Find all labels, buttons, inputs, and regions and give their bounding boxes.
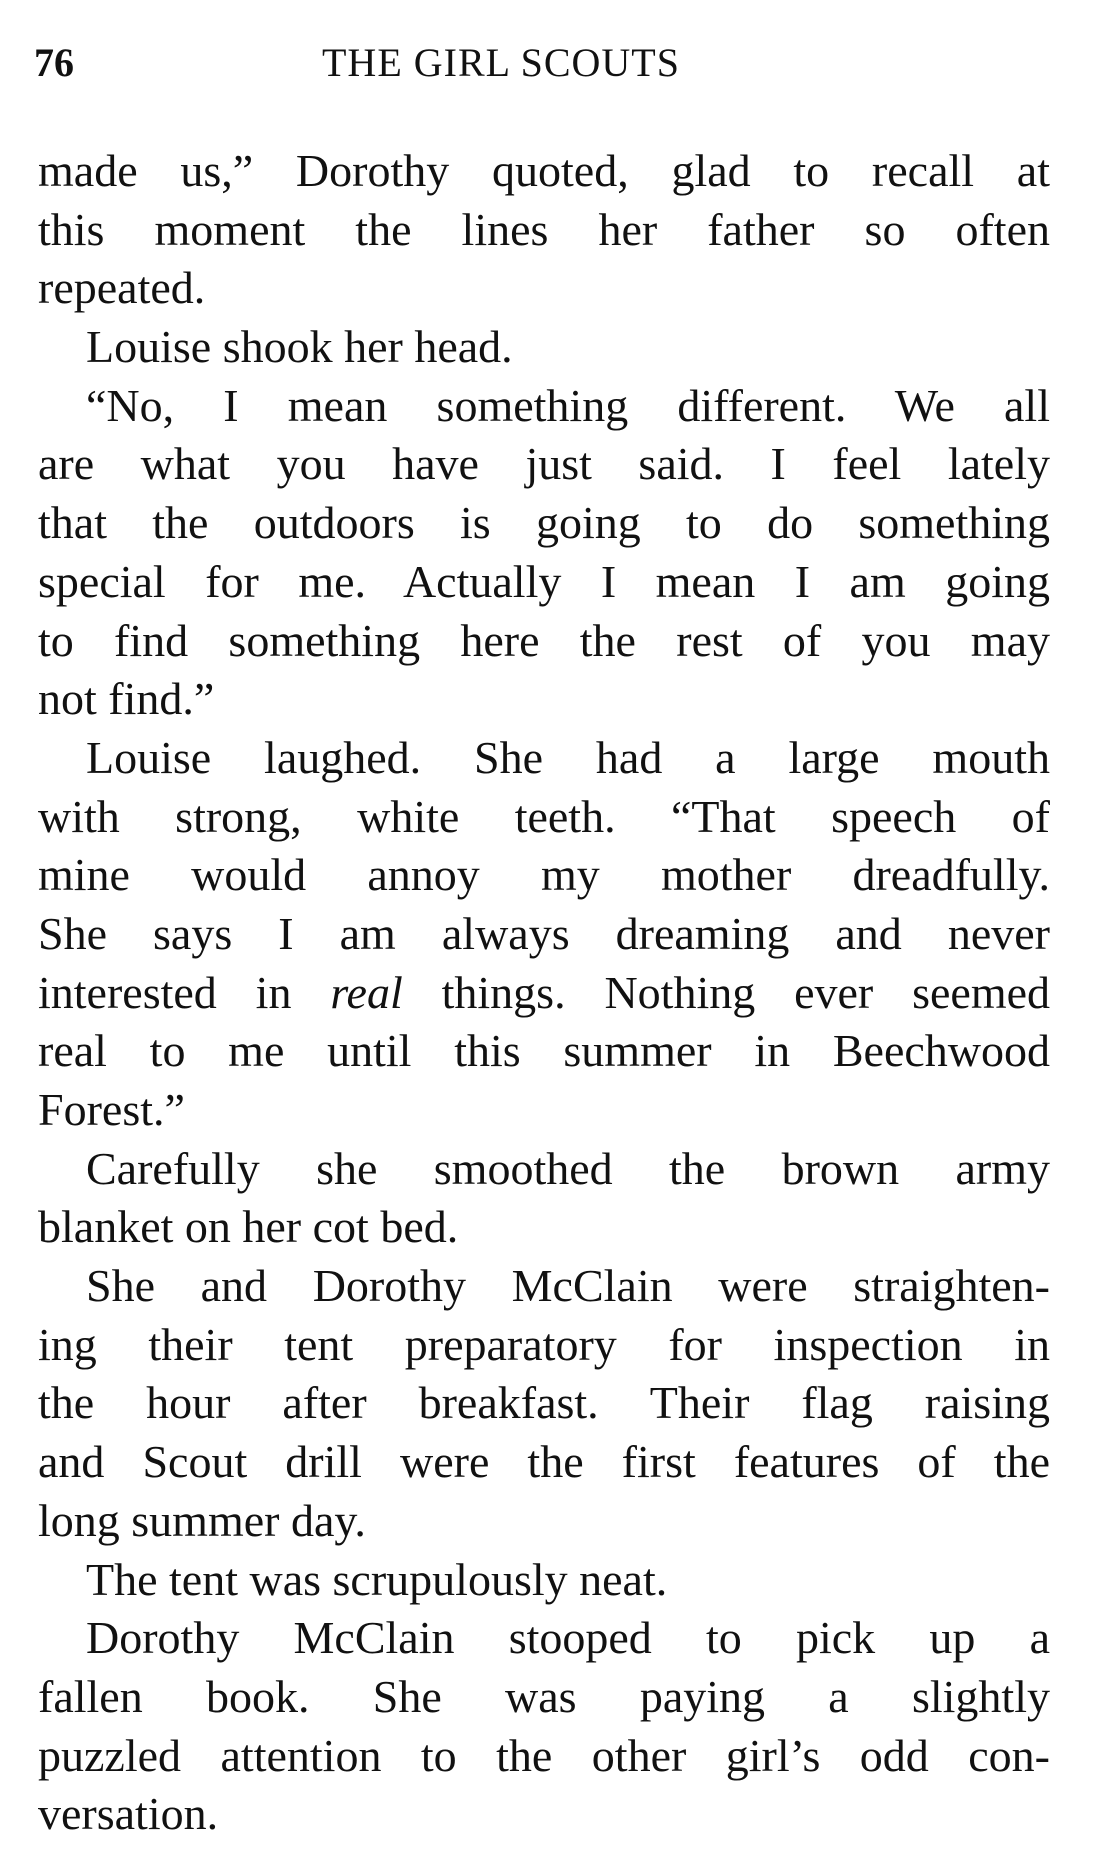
- page-number: 76: [34, 40, 74, 85]
- text-line: not find.”: [38, 673, 215, 725]
- paragraph-first-line: She and Dorothy McClain were straighten-: [86, 1260, 1050, 1312]
- paragraph-first-line: The tent was scrupulously neat.: [86, 1553, 668, 1605]
- text-line: with strong, white teeth. “That speech of: [38, 790, 1050, 842]
- text-line: ing their tent preparatory for inspection in: [38, 1318, 1050, 1370]
- italic-word: real: [330, 966, 403, 1018]
- paragraph-first-line: Dorothy McClain stooped to pick up a: [86, 1612, 1050, 1664]
- text-line: real to me until this summer in Beechwood: [38, 1025, 1050, 1077]
- text-segment: interested in: [38, 966, 292, 1018]
- text-line: fallen book. She was paying a slightly: [38, 1670, 1050, 1722]
- text-segment: things. Nothing ever seemed: [441, 966, 1051, 1018]
- text-line: special for me. Actually I mean I am going: [38, 555, 1050, 607]
- body-text: [38, 142, 1050, 1844]
- text-line: blanket on her cot bed.: [38, 1201, 459, 1253]
- text-line: [38, 964, 1050, 1023]
- text-line: She says I am always dreaming and never: [38, 907, 1050, 959]
- text-line: to find something here the rest of you may: [38, 614, 1050, 666]
- text-line: and Scout drill were the first features of the: [38, 1436, 1050, 1488]
- text-line: the hour after breakfast. Their flag raising: [38, 1377, 1050, 1429]
- text-line: this moment the lines her father so often: [38, 203, 1050, 255]
- paragraph-first-line: Louise shook her head.: [86, 321, 513, 373]
- text-line: Forest.”: [38, 1084, 185, 1135]
- text-line: that the outdoors is going to do something: [38, 497, 1050, 549]
- text-line: are what you have just said. I feel lately: [38, 438, 1050, 490]
- paragraph-first-line: “No, I mean something different. We all: [86, 379, 1050, 431]
- paragraph-first-line: Carefully she smoothed the brown army: [86, 1142, 1050, 1194]
- running-title: THE GIRL SCOUTS: [322, 40, 680, 85]
- paragraph-first-line: Louise laughed. She had a large mouth: [86, 731, 1050, 783]
- text-line: long summer day.: [38, 1494, 366, 1546]
- text-line: made us,” Dorothy quoted, glad to recall at: [38, 145, 1050, 196]
- text-line: mine would annoy my mother dreadfully.: [38, 849, 1050, 901]
- running-header: [34, 38, 1054, 88]
- text-line: versation.: [38, 1788, 219, 1840]
- text-line: puzzled attention to the other girl’s odd con-: [38, 1729, 1050, 1781]
- text-line: repeated.: [38, 262, 206, 314]
